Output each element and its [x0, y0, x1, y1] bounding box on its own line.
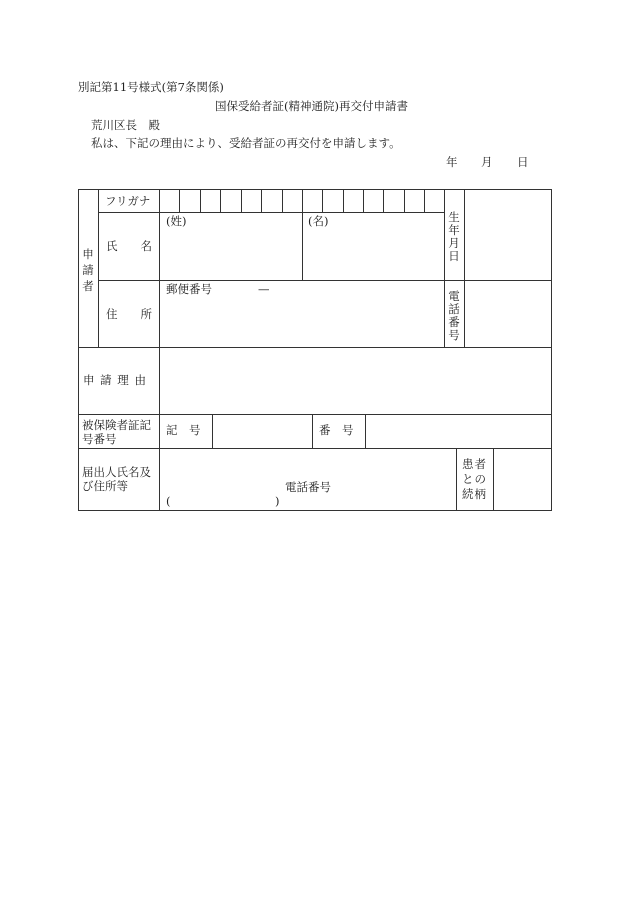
address-field[interactable]: [160, 298, 444, 347]
insurance-symbol-field[interactable]: [213, 415, 312, 448]
insurance-symbol-label: 記 号: [166, 423, 201, 437]
furigana-input-cells[interactable]: [160, 190, 444, 212]
insurance-number-field[interactable]: [366, 415, 551, 448]
insurance-number-label: 被保険者証記号番号: [82, 418, 151, 446]
form-number: 別記第11号様式(第7条関係): [78, 80, 224, 94]
birthdate-field[interactable]: [465, 190, 551, 347]
date-year-label: 年: [446, 155, 458, 169]
notifier-field[interactable]: [160, 449, 456, 510]
notifier-phone-paren-close: ): [275, 494, 280, 508]
insurance-number-field-label: 番 号: [319, 423, 354, 437]
reason-field[interactable]: [160, 348, 551, 414]
notifier-label: 届出人氏名及び住所等: [82, 465, 151, 493]
relation-field[interactable]: [494, 449, 551, 510]
birthdate-label: 生年月日: [448, 210, 460, 263]
surname-label: (姓): [166, 214, 187, 228]
postal-code-dash: —: [258, 282, 270, 296]
address-label: 住 所: [106, 307, 152, 321]
date-month-label: 月: [481, 155, 493, 169]
addressee: 荒川区長 殿: [91, 118, 160, 132]
notifier-phone-paren-open: (: [166, 494, 171, 508]
name-label: 氏 名: [106, 239, 152, 253]
statement: 私は、下記の理由により、受給者証の再交付を申請します。: [91, 136, 401, 150]
given-name-field[interactable]: [303, 230, 444, 280]
notifier-phone-label: 電話番号: [285, 480, 331, 494]
given-name-label: (名): [308, 214, 329, 228]
postal-code-label: 郵便番号: [166, 282, 212, 296]
furigana-label: フリガナ: [105, 194, 151, 208]
form-title: 国保受給者証(精神通院)再交付申請書: [215, 99, 408, 113]
reason-label: 申 請 理 由: [83, 373, 147, 387]
relation-label: 患者との続柄: [462, 457, 487, 501]
applicant-section-label: 申請者: [82, 247, 94, 293]
date-day-label: 日: [517, 155, 529, 169]
surname-field[interactable]: [160, 230, 302, 280]
phone-label: 電話番号: [448, 289, 460, 342]
